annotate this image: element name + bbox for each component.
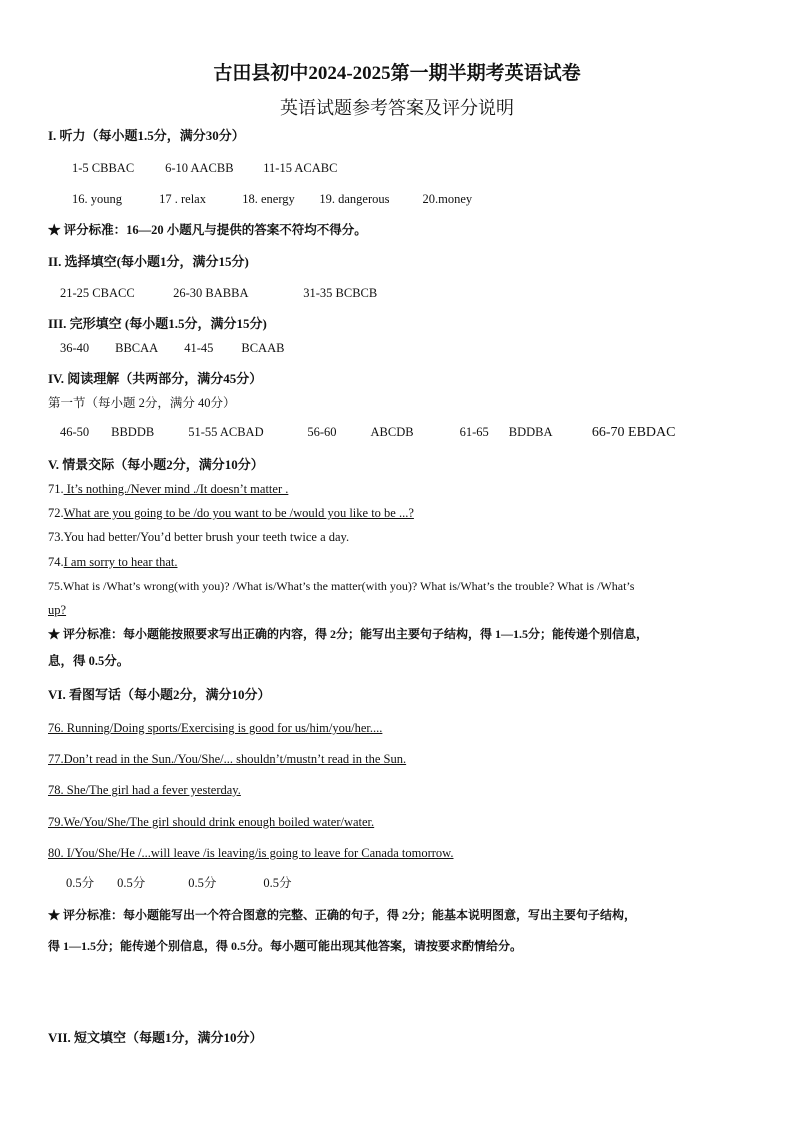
section-3-heading: III. 完形填空 (每小题1.5分，满分15分) <box>48 316 267 331</box>
answer-74-text: I am sorry to hear that. <box>63 555 178 569</box>
answer-61-65-label: 61-65 <box>459 425 489 439</box>
points-2: 0.5分 <box>117 876 146 890</box>
section-5-scoring-note-1: ★ 评分标准：每小题能按照要求写出正确的内容，得 2分；能写出主要句子结构，得 1—1.5分；能传递个别信息， <box>48 627 649 641</box>
answer-46-50-label: 46-50 <box>60 425 90 439</box>
section-6-scoring-note-2: 得 1—1.5分；能传递个别信息，得 0.5分。每小题可能出现其他答案，请按要求酌情给分。 <box>48 939 523 953</box>
points-4: 0.5分 <box>263 876 292 890</box>
answer-73: 73.You had better/You’d better brush your teeth twice a day. <box>48 530 350 544</box>
section-3-row <box>60 340 284 356</box>
answer-6-10: 6-10 AACBB <box>165 161 234 175</box>
section-7-heading: VII. 短文填空（每题1分，满分10分） <box>48 1030 263 1045</box>
section-4-subheading: 第一节（每小题 2分，满分 40分） <box>48 396 236 410</box>
section-5-scoring-note-2: 息，得 0.5分。 <box>48 654 130 668</box>
answer-72-number: 72. <box>48 506 64 520</box>
answer-71 <box>48 481 288 497</box>
answer-51-55: 51-55 ACBAD <box>188 425 264 439</box>
page-subtitle: 英语试题参考答案及评分说明 <box>280 98 514 118</box>
section-5-heading: V. 情景交际（每小题2分，满分10分） <box>48 457 264 472</box>
section-1-heading: I. 听力（每小题1.5分，满分30分） <box>48 128 245 143</box>
section-6-points-row <box>66 875 292 891</box>
answer-31-35: 31-35 BCBCB <box>303 286 378 300</box>
answer-72 <box>48 505 414 521</box>
section-1-scoring-note: ★ 评分标准：16—20 小题凡与提供的答案不符均不得分。 <box>48 223 367 237</box>
answer-1-5: 1-5 CBBAC <box>72 161 135 175</box>
points-3: 0.5分 <box>188 876 217 890</box>
answer-20: 20.money <box>422 192 473 206</box>
answer-36-40: BBCAA <box>115 341 159 355</box>
answer-74-number: 74. <box>48 555 64 569</box>
answer-56-60: ABCDB <box>370 425 414 439</box>
answer-41-45-label: 41-45 <box>184 341 214 355</box>
points-1: 0.5分 <box>66 876 95 890</box>
answer-71-number: 71. <box>48 482 64 496</box>
section-6-heading: VI. 看图写话（每小题2分，满分10分） <box>48 687 271 702</box>
answer-11-15: 11-15 ACABC <box>263 161 338 175</box>
section-4-row <box>60 424 676 441</box>
answer-76: 76. Running/Doing sports/Exercising is good for us/him/you/her.... <box>48 721 383 735</box>
answer-71-text: It’s nothing./Never mind ./It doesn’t matter . <box>63 482 289 496</box>
answer-75-line-2: up? <box>48 603 67 617</box>
answer-36-40-label: 36-40 <box>60 341 90 355</box>
section-6-scoring-note-1: ★ 评分标准：每小题能写出一个符合图意的完整、正确的句子，得 2分；能基本说明图意，写出主要句子结构， <box>48 908 637 922</box>
answer-80: 80. I/You/She/He /...will leave /is leaving/is going to leave for Canada tomorrow. <box>48 846 454 860</box>
answer-19: 19. dangerous <box>319 192 390 206</box>
answer-41-45: BCAAB <box>241 341 285 355</box>
section-4-heading: IV. 阅读理解（共两部分，满分45分） <box>48 371 263 386</box>
answer-56-60-label: 56-60 <box>307 425 337 439</box>
answer-77: 77.Don’t read in the Sun./You/She/... shouldn’t/mustn’t read in the Sun. <box>48 752 407 766</box>
section-2-row <box>60 285 377 301</box>
answer-18: 18. energy <box>242 192 295 206</box>
answer-21-25: 21-25 CBACC <box>60 286 135 300</box>
answer-61-65: BDDBA <box>508 425 553 439</box>
answer-17: 17 . relax <box>159 192 206 206</box>
answer-66-70: 66-70 EBDAC <box>591 425 676 440</box>
answer-74 <box>48 554 177 570</box>
answer-75-line-1: 75.What is /What’s wrong(with you)? /What is/What’s the matter(with you)? What is/What’s the trouble? What is /What’s <box>48 579 635 593</box>
answer-78: 78. She/The girl had a fever yesterday. <box>48 783 241 797</box>
answer-79: 79.We/You/She/The girl should drink enough boiled water/water. <box>48 815 375 829</box>
answer-72-text: What are you going to be /do you want to be /would you like to be ...? <box>63 506 414 520</box>
page-title: 古田县初中2024-2025第一期半期考英语试卷 <box>213 63 581 84</box>
answer-46-50: BBDDB <box>111 425 155 439</box>
section-1-row-2 <box>72 191 472 207</box>
section-2-heading: II. 选择填空(每小题1分，满分15分) <box>48 254 249 269</box>
answer-16: 16. young <box>72 192 122 206</box>
answer-26-30: 26-30 BABBA <box>173 286 249 300</box>
section-1-row-1 <box>72 160 337 176</box>
